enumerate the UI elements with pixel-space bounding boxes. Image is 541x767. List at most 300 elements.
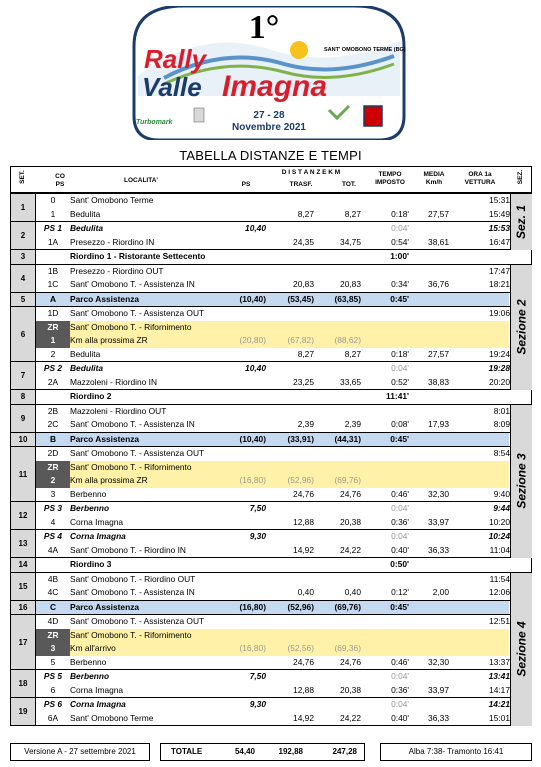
cell-co: 4B: [47, 573, 59, 584]
refuel-row: [36, 461, 509, 475]
cell-co: 4D: [47, 616, 59, 626]
settore-number: 8: [11, 390, 36, 404]
cell-trasf: (33,91): [287, 433, 314, 444]
cell-tempo: 0:36': [391, 516, 409, 527]
cell-tot: 24,76: [340, 488, 361, 499]
cell-trasf: 2,39: [297, 419, 314, 429]
section-label: [510, 194, 532, 250]
federation-badge-icon: [364, 106, 382, 126]
section-label-text: Sezione 3: [514, 453, 529, 509]
totals-box: [160, 743, 365, 761]
table-row: [36, 615, 509, 629]
settore-number: 18: [11, 670, 36, 697]
cell-loc: Bedulita: [70, 363, 104, 373]
cell-ora: 16:47: [489, 236, 510, 247]
cell-tot: 20,38: [340, 516, 361, 527]
cell-ora: 9:44: [493, 503, 510, 513]
cell-loc: Sant' Omobono T. - Rifornimento: [70, 321, 192, 332]
cell-trasf: (53,45): [287, 293, 314, 304]
cell-loc: Berbenno: [70, 656, 107, 667]
cell-tempo: 0:45': [390, 293, 409, 304]
section-label: [510, 573, 532, 727]
cell-loc: Berbenno: [70, 488, 107, 499]
cell-tempo: 0:04': [391, 363, 409, 373]
cell-ps: 10,40: [245, 223, 266, 233]
prova-speciale-row: [36, 530, 509, 544]
cell-ps: (16,80): [239, 601, 266, 612]
cell-trasf: 24,76: [293, 488, 314, 499]
cell-tot: 33,65: [340, 376, 361, 387]
cell-trasf: 12,88: [293, 684, 314, 695]
cell-media: 27,57: [428, 208, 449, 219]
settore-group: [10, 222, 532, 250]
cell-ps: 9,30: [249, 531, 266, 541]
cell-media: 36,33: [428, 712, 449, 723]
refuel-row: [36, 334, 509, 348]
cell-tot: 2,39: [344, 419, 361, 429]
cell-trasf: 14,92: [293, 544, 314, 555]
cell-loc: Berbenno: [70, 503, 110, 513]
cell-ora: 15:53: [488, 223, 510, 233]
cell-loc: Sant' Omobono Terme: [70, 712, 154, 723]
logo-name-line2a: Valle: [142, 72, 202, 102]
cell-tempo: 0:04': [391, 503, 409, 513]
cell-media: 32,30: [428, 488, 449, 499]
cell-media: 33,97: [428, 516, 449, 527]
cell-ora: 12:06: [489, 587, 510, 597]
zr-badge: ZR: [36, 321, 70, 335]
cell-loc: Riordino 3: [70, 559, 112, 569]
settore-group: [10, 558, 532, 573]
cell-media: 32,30: [428, 656, 449, 667]
total-ps: 54,40: [234, 747, 255, 756]
settore-group: [10, 362, 532, 390]
settore-group: [10, 670, 532, 698]
cell-co: PS 2: [43, 363, 63, 373]
table-footer: [10, 743, 532, 763]
prova-speciale-row: [36, 698, 509, 712]
cell-loc: Bedulita: [70, 223, 104, 233]
settore-number: 3: [11, 250, 36, 264]
cell-co: 2A: [47, 376, 59, 387]
distance-time-table: [10, 166, 532, 726]
logo-dates: 27 - 28: [253, 110, 285, 121]
cell-tempo: 0:45': [390, 601, 409, 612]
table-row: [36, 236, 509, 250]
cell-tot: 8,27: [344, 208, 361, 219]
cell-loc: Berbenno: [70, 671, 110, 681]
cell-loc: Corna Imagna: [70, 699, 126, 709]
cell-loc: Mazzoleni - Riordino IN: [70, 376, 158, 387]
cell-trasf: 20,83: [293, 279, 314, 289]
cell-tot: 34,75: [340, 236, 361, 247]
cell-ora: 19:24: [489, 348, 510, 359]
header-co-ps: CO PS: [55, 173, 65, 188]
cell-loc: Corna Imagna: [70, 684, 124, 695]
table-body: [10, 194, 532, 726]
cell-co: 0: [50, 195, 56, 205]
settore-group: [10, 530, 532, 558]
cell-tempo: 0:54': [391, 236, 409, 247]
settore-group: [10, 573, 532, 601]
cell-co: 2B: [47, 405, 59, 416]
cell-trasf: 0,40: [297, 587, 314, 597]
cell-loc: Sant' Omobono T. - Assistenza OUT: [70, 308, 205, 318]
settore-number: 6: [11, 307, 36, 361]
parco-assistenza-row: [36, 601, 509, 615]
alba-tramonto: Alba 7:38- Tramonto 16:41: [380, 743, 532, 761]
cell-ora: 18:21: [489, 279, 510, 289]
cell-loc: Presezzo - Riordino OUT: [70, 265, 164, 276]
cell-co: 4C: [47, 587, 59, 597]
settore-group: [10, 447, 532, 502]
header-media: MEDIA Km/h: [423, 171, 445, 186]
cell-ora: 11:54: [489, 573, 510, 584]
cell-co: 1: [50, 208, 56, 219]
settore-number: 16: [11, 601, 36, 615]
section-label: [510, 405, 532, 559]
logo-edition: 1°: [248, 9, 280, 46]
cell-loc: Sant' Omobono Terme: [70, 195, 154, 205]
cell-loc: Corna Imagna: [70, 516, 124, 527]
cell-tempo: 0:04': [391, 699, 409, 709]
cell-trasf: (52,96): [287, 601, 314, 612]
cell-trasf: 12,88: [293, 516, 314, 527]
cell-co: B: [49, 433, 57, 444]
settore-number: 1: [11, 194, 36, 221]
cell-co: PS 1: [43, 223, 63, 233]
cell-co: 5: [50, 656, 56, 667]
section-label: [510, 265, 532, 391]
cell-co: 6A: [47, 712, 59, 723]
table-row: [36, 265, 509, 279]
cell-ps: 9,30: [249, 699, 266, 709]
refuel-row: [36, 629, 509, 643]
cell-loc: Sant' Omobono T. - Rifornimento: [70, 629, 192, 640]
settore-number: 5: [11, 293, 36, 307]
cell-tot: (44,31): [334, 433, 361, 444]
cell-tot: 0,40: [344, 587, 361, 597]
settore-number: 13: [11, 530, 36, 557]
cell-tot: (69,76): [334, 475, 361, 485]
settore-number: 15: [11, 573, 36, 600]
settore-number: 10: [11, 433, 36, 447]
table-row: [36, 573, 509, 587]
cell-ps: 7,50: [249, 671, 266, 681]
cell-ora: 8:09: [493, 419, 510, 429]
settore-group: [10, 293, 532, 308]
cell-tempo: 0:08': [391, 419, 409, 429]
cell-co: PS 3: [43, 503, 63, 513]
cell-tempo: 1:00': [390, 251, 409, 261]
settore-number: 17: [11, 615, 36, 669]
cell-loc: Km all'arrivo: [70, 643, 116, 653]
settore-group: [10, 307, 532, 362]
table-row: [36, 488, 509, 502]
cell-loc: Km alla prossima ZR: [70, 335, 148, 345]
zr-badge: 1: [36, 334, 70, 348]
prova-speciale-row: [36, 362, 509, 376]
total-tot: 247,28: [332, 747, 357, 756]
cell-tot: 24,22: [340, 712, 361, 723]
settore-group: [10, 502, 532, 530]
table-row: [36, 712, 509, 726]
cell-ps: 7,50: [249, 503, 266, 513]
logo-name-line1: Rally: [144, 44, 207, 74]
settore-group: [10, 390, 532, 405]
cell-loc: Sant' Omobono T. - Assistenza IN: [70, 279, 195, 289]
cell-media: 17,93: [428, 419, 449, 429]
settore-group: [10, 265, 532, 293]
total-trasf: 192,88: [278, 747, 303, 756]
cell-trasf: 24,35: [293, 236, 314, 247]
settore-group: [10, 698, 532, 726]
cell-ps: (16,80): [239, 475, 266, 485]
cell-media: 38,61: [428, 236, 449, 247]
cell-tot: 8,27: [344, 348, 361, 359]
cell-ps: 10,40: [245, 363, 266, 373]
cell-ora: 15:31: [489, 195, 510, 205]
prova-speciale-row: [36, 502, 509, 516]
cell-tempo: 0:12': [391, 587, 409, 597]
settore-number: 19: [11, 698, 36, 725]
cell-tempo: 0:04': [391, 223, 409, 233]
header-tempo: TEMPO IMPOSTO: [375, 171, 405, 186]
cell-ora: 14:21: [488, 699, 510, 709]
refuel-row: [36, 474, 509, 488]
cell-ora: 10:24: [488, 531, 510, 541]
table-row: [36, 194, 509, 208]
table-row: [36, 390, 509, 404]
cell-trasf: (67,82): [287, 335, 314, 345]
table-row: [36, 250, 509, 264]
logo-sponsor: Turbomark: [136, 119, 173, 126]
cell-loc: Bedulita: [70, 208, 101, 219]
header-localita: LOCALITA': [124, 177, 158, 184]
cell-tempo: 0:46': [391, 488, 409, 499]
table-row: [36, 447, 509, 461]
settore-group: [10, 250, 532, 265]
cell-co: 2: [50, 348, 56, 359]
table-row: [36, 405, 509, 419]
settore-group: [10, 601, 532, 616]
version-label: Versione A - 27 settembre 2021: [10, 743, 150, 761]
header-trasf: TRASF.: [289, 181, 313, 188]
cell-tempo: 0:04': [391, 671, 409, 681]
cell-co: 1C: [47, 279, 59, 289]
cell-ps: (10,40): [239, 433, 266, 444]
parco-assistenza-row: [36, 293, 509, 307]
table-row: [36, 656, 509, 670]
cell-loc: Corna Imagna: [70, 531, 126, 541]
table-row: [36, 586, 509, 600]
cell-trasf: (52,96): [287, 475, 314, 485]
cell-ps: (10,40): [239, 293, 266, 304]
parco-assistenza-row: [36, 433, 509, 447]
cell-loc: Sant' Omobono T. - Assistenza OUT: [70, 448, 205, 458]
cell-ps: (16,80): [239, 643, 266, 653]
cell-co: 1D: [47, 308, 59, 318]
rally-logo: [124, 6, 414, 140]
cell-ora: 17:47: [489, 265, 510, 276]
header-set: SET.: [19, 170, 26, 184]
cell-ora: 12:51: [489, 616, 510, 626]
header-distanze: D I S T A N Z E K M: [281, 169, 341, 176]
table-row: [36, 307, 509, 321]
zr-badge: 3: [36, 642, 70, 656]
cell-loc: Sant' Omobono T. - Riordino IN: [70, 544, 186, 555]
cell-ora: 14:17: [489, 684, 510, 695]
cell-tempo: 0:50': [390, 559, 409, 569]
cell-ora: 13:37: [489, 656, 510, 667]
section-label-text: Sezione 2: [514, 299, 529, 355]
cell-co: 6: [50, 684, 56, 695]
cell-co: 4: [50, 516, 56, 527]
section-label-text: Sez. 1: [514, 204, 529, 240]
cell-ora: 9:40: [493, 488, 510, 499]
cell-loc: Parco Assistenza: [70, 293, 140, 304]
zr-badge: ZR: [36, 629, 70, 643]
cell-tot: 20,83: [340, 279, 361, 289]
cell-tot: (69,36): [334, 643, 361, 653]
logo-name-line2b: Imagna: [222, 70, 328, 103]
table-header: [10, 166, 532, 194]
cell-loc: Bedulita: [70, 348, 101, 359]
settore-group: [10, 194, 532, 222]
logo-place: SANT' OMOBONO TERME (BG): [324, 47, 406, 53]
cell-ora: 8:01: [493, 405, 510, 416]
logo-month-year: Novembre 2021: [232, 122, 306, 133]
cell-loc: Sant' Omobono T. - Rifornimento: [70, 461, 192, 472]
cell-loc: Riordino 2: [70, 391, 112, 401]
cell-loc: Sant' Omobono T. - Riordino OUT: [70, 573, 196, 584]
cell-trasf: 24,76: [293, 656, 314, 667]
cell-co: 2D: [47, 448, 59, 458]
table-row: [36, 684, 509, 698]
cell-co: C: [49, 601, 57, 612]
settore-number: 7: [11, 362, 36, 389]
cell-trasf: (52,56): [287, 643, 314, 653]
cell-co: 4A: [47, 544, 59, 555]
prova-speciale-row: [36, 222, 509, 236]
cell-tot: (63,85): [334, 293, 361, 304]
cell-ora: 19:06: [489, 308, 510, 318]
cell-loc: Parco Assistenza: [70, 601, 140, 612]
cell-tempo: 0:40': [391, 712, 409, 723]
cell-loc: Presezzo - Riordino IN: [70, 236, 155, 247]
header-sez: SEZ.: [517, 169, 524, 185]
cell-co: PS 4: [43, 531, 63, 541]
cell-ora: 8:54: [493, 448, 510, 458]
cell-loc: Parco Assistenza: [70, 433, 140, 444]
cell-tot: (69,76): [334, 601, 361, 612]
cell-tot: 24,22: [340, 544, 361, 555]
cell-media: 36,76: [428, 279, 449, 289]
zr-badge: 2: [36, 474, 70, 488]
settore-group: [10, 405, 532, 433]
table-row: [36, 208, 509, 222]
cell-trasf: 14,92: [293, 712, 314, 723]
prova-speciale-row: [36, 670, 509, 684]
table-row: [36, 418, 509, 432]
cell-trasf: 23,25: [293, 376, 314, 387]
header-tot: TOT.: [342, 181, 356, 188]
cell-tempo: 0:36': [391, 684, 409, 695]
cell-tempo: 0:04': [391, 531, 409, 541]
cell-trasf: 8,27: [297, 208, 314, 219]
cell-tempo: 0:46': [391, 656, 409, 667]
refuel-row: [36, 321, 509, 335]
cell-tempo: 0:34': [391, 279, 409, 289]
table-row: [36, 558, 509, 572]
settore-group: [10, 615, 532, 670]
settore-group: [10, 433, 532, 448]
cell-tempo: 0:52': [391, 376, 409, 387]
table-row: [36, 376, 509, 390]
page-title: TABELLA DISTANZE E TEMPI: [179, 148, 362, 163]
cell-ora: 10:20: [489, 516, 510, 527]
cell-tot: (88,62): [334, 335, 361, 345]
cell-co: PS 5: [43, 671, 63, 681]
cell-ora: 15:01: [489, 712, 510, 723]
refuel-row: [36, 642, 509, 656]
coat-of-arms-icon: [194, 108, 204, 122]
cell-tempo: 0:18': [391, 348, 409, 359]
cell-trasf: 8,27: [297, 348, 314, 359]
cell-co: 2C: [47, 419, 59, 429]
cell-tempo: 0:18': [391, 208, 409, 219]
settore-number: 9: [11, 405, 36, 432]
cell-ps: (20,80): [239, 335, 266, 345]
table-row: [36, 544, 509, 558]
header-ora: ORA 1a VETTURA: [464, 171, 496, 186]
section-label-text: Sezione 4: [514, 621, 529, 677]
settore-number: 14: [11, 558, 36, 572]
table-row: [36, 516, 509, 530]
totale-label: TOTALE: [171, 747, 203, 756]
cell-co: A: [49, 293, 57, 304]
cell-loc: Km alla prossima ZR: [70, 475, 148, 485]
header-ps: PS: [241, 181, 251, 188]
cell-loc: Riordino 1 - Ristorante Settecento: [70, 251, 206, 261]
settore-number: 11: [11, 447, 36, 501]
settore-number: 2: [11, 222, 36, 249]
cell-tot: 20,38: [340, 684, 361, 695]
cell-co: PS 6: [43, 699, 63, 709]
cell-loc: Sant' Omobono T. - Assistenza IN: [70, 587, 195, 597]
settore-number: 12: [11, 502, 36, 529]
cell-tempo: 0:40': [391, 544, 409, 555]
table-row: [36, 348, 509, 362]
zr-badge: ZR: [36, 461, 70, 475]
cell-media: 33,97: [428, 684, 449, 695]
cell-media: 2,00: [432, 587, 449, 597]
cell-tempo: 11:41': [386, 391, 409, 401]
cell-tot: 24,76: [340, 656, 361, 667]
cell-ora: 11:04: [489, 544, 510, 555]
cell-loc: Sant' Omobono T. - Assistenza IN: [70, 419, 195, 429]
cell-media: 27,57: [428, 348, 449, 359]
cell-ora: 20:20: [489, 376, 510, 387]
cell-ora: 15:49: [489, 208, 510, 219]
cell-loc: Sant' Omobono T. - Assistenza OUT: [70, 616, 205, 626]
settore-number: 4: [11, 265, 36, 292]
cell-co: 3: [50, 488, 56, 499]
cell-ora: 19:28: [488, 363, 510, 373]
cell-loc: Mazzoleni - Riordino OUT: [70, 405, 167, 416]
cell-co: 1B: [47, 265, 59, 276]
cell-media: 38,83: [428, 376, 449, 387]
